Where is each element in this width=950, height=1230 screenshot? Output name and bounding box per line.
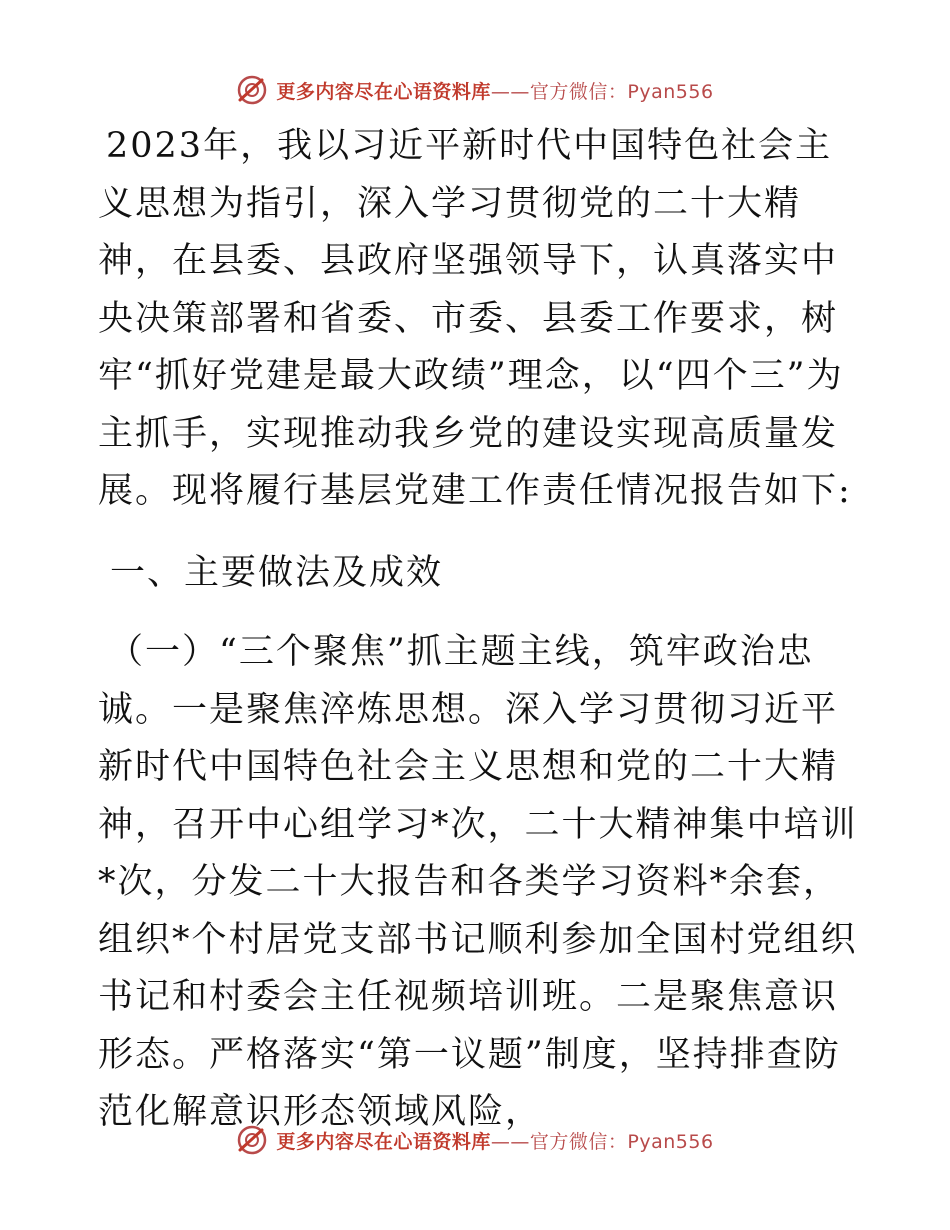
watermark-contact: 官方微信：Pyan556: [529, 1130, 714, 1153]
header-watermark: [0, 70, 950, 110]
brand-logo-icon: [236, 74, 268, 106]
watermark-text: [276, 77, 713, 104]
subsection-heading: （一）“三个聚焦”抓主题主线，筑牢政治忠: [108, 632, 814, 672]
watermark-separator: ——: [490, 80, 530, 103]
brand-logo-icon: [236, 1124, 268, 1156]
section-heading: 一、主要做法及成效: [110, 552, 444, 593]
watermark-separator: ——: [490, 1130, 530, 1153]
subsection-body: 诚。一是聚焦淬炼思想。深入学习贯彻习近平新时代中国特色社会主义思想和党的二十大精神，召开中心组学习*次，二十大精神集中培训*次，分发二十大报告和各类学习资料*余套，组织*个村居党支部书记顺利参加全国村党组织书记和村委会主任视频培训班。二是聚焦意识形态。严格落实“第一议题”制度，坚持排查防范化解意识形态领域风险，: [98, 689, 858, 1132]
document-body: [98, 118, 858, 1142]
watermark-text: [276, 1127, 713, 1154]
watermark-brand: 更多内容尽在心语资料库: [276, 1130, 491, 1153]
footer-watermark: [0, 1120, 950, 1160]
watermark-contact: 官方微信：Pyan556: [529, 80, 714, 103]
watermark-brand: 更多内容尽在心语资料库: [276, 80, 491, 103]
intro-paragraph: 2023年，我以习近平新时代中国特色社会主义思想为指引，深入学习贯彻党的二十大精神，在县委、县政府坚强领导下，认真落实中央决策部署和省委、市委、县委工作要求，树牢“抓好党建是最大政绩”理念，以“四个三”为主抓手，实现推动我乡党的建设实现高质量发展。现将履行基层党建工作责任情况报告如下:: [98, 126, 852, 511]
